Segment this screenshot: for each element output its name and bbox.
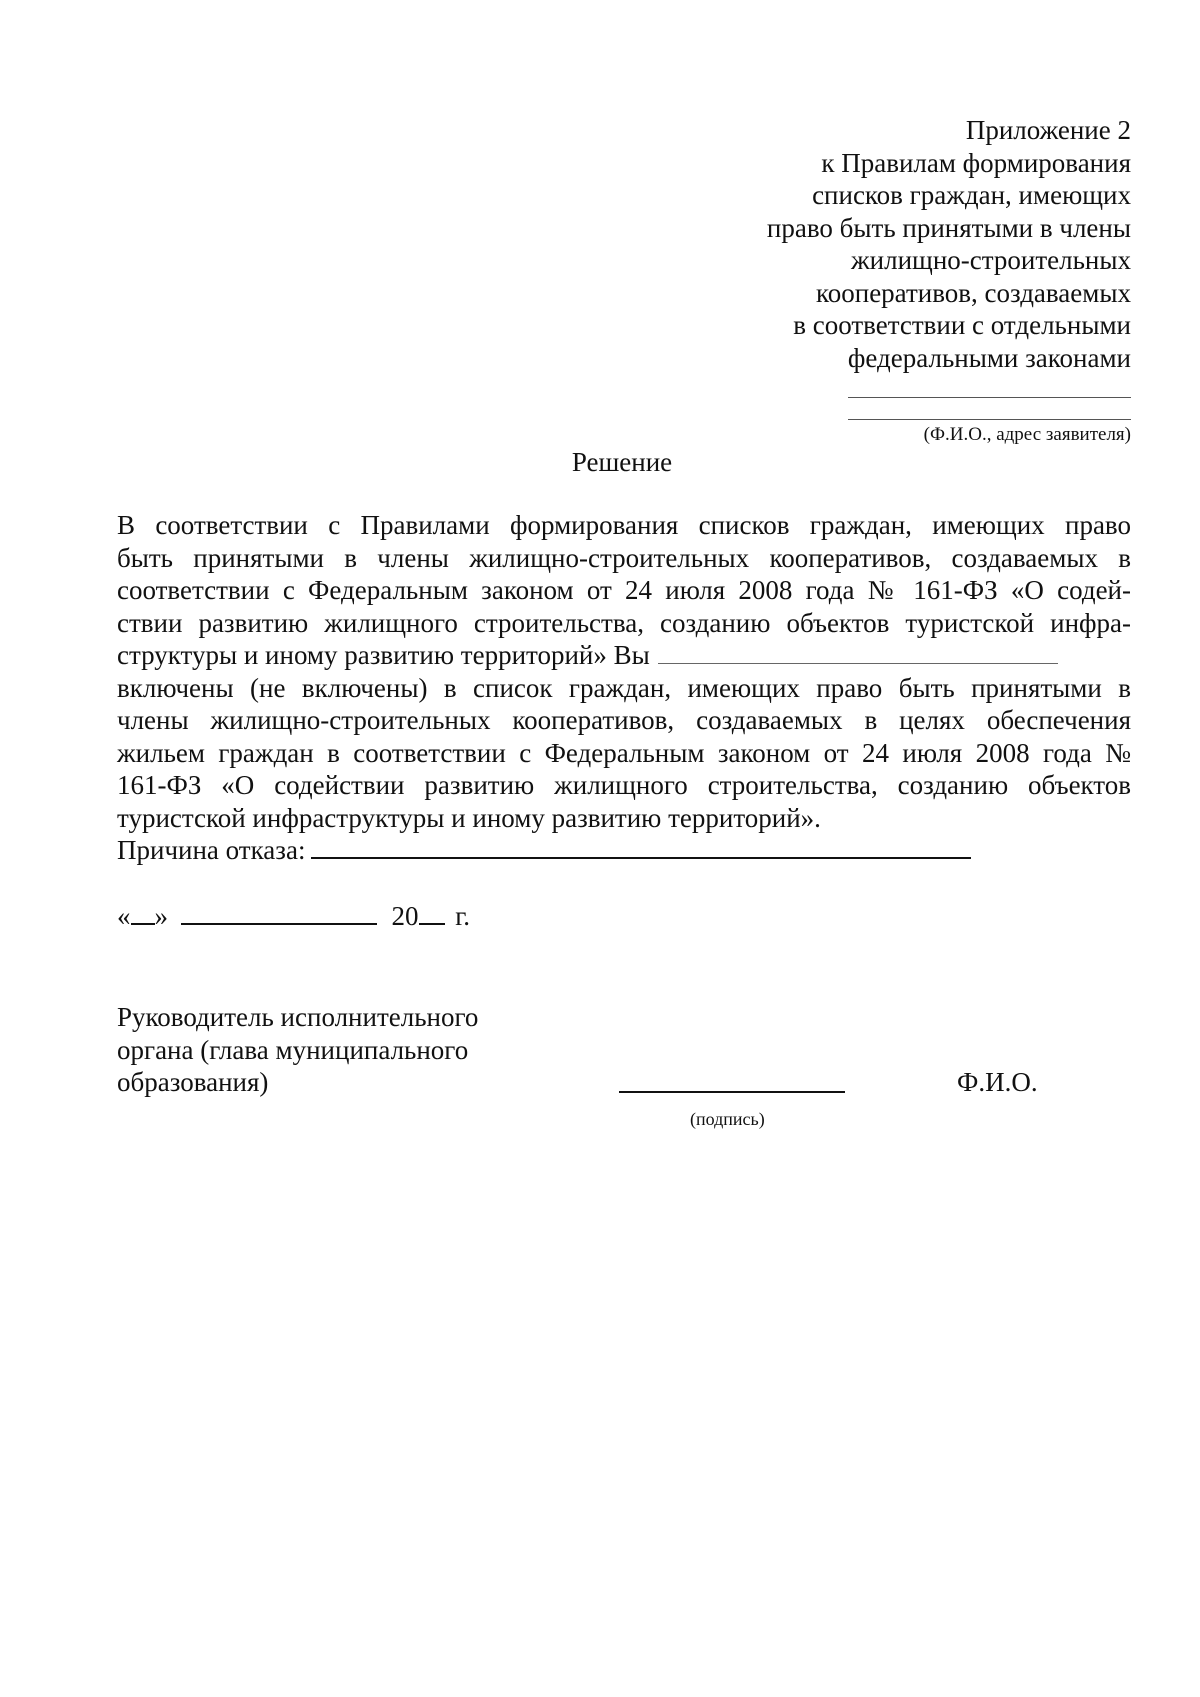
paragraph-line: включены (не включены) в список граждан, имеющих право быть принятыми в bbox=[117, 672, 1131, 703]
official-position-line: Руководитель исполнительного bbox=[117, 1002, 479, 1032]
paragraph-line: структуры и иному развитию территорий» Вы bbox=[117, 640, 650, 670]
appendix-header-line: федеральными законами bbox=[847, 342, 1131, 373]
paragraph-line: жильем граждан в соответствии с Федеральным законом от 24 июля 2008 года № bbox=[117, 737, 1131, 768]
official-position bbox=[117, 1001, 478, 1099]
paragraph-line-with-blank bbox=[117, 639, 1131, 672]
year-prefix: 20 bbox=[391, 901, 419, 931]
decision-paragraph bbox=[117, 509, 1131, 867]
official-position-line: органа (глава муниципального bbox=[117, 1034, 469, 1065]
official-position-line: образования) bbox=[117, 1067, 269, 1097]
official-fio: Ф.И.О. bbox=[957, 1067, 1038, 1097]
applicant-caption: (Ф.И.О., адрес заявителя) bbox=[923, 424, 1131, 445]
signature-caption: (подпись) bbox=[690, 1109, 765, 1129]
appendix-header-line: кооперативов, создаваемых bbox=[816, 277, 1131, 308]
paragraph-line: ствии развитию жилищного строительства, созданию объектов туристской инфра- bbox=[117, 607, 1131, 638]
refusal-reason-blank bbox=[311, 837, 971, 859]
appendix-header-line: право быть принятыми в члены bbox=[766, 212, 1131, 243]
appendix-header-line: к Правилам формирования bbox=[821, 147, 1131, 178]
applicant-blank-line bbox=[848, 419, 1131, 420]
document-title: Решение bbox=[571, 447, 673, 477]
paragraph-line: быть принятыми в члены жилищно-строительных кооперативов, создаваемых в bbox=[117, 542, 1131, 573]
date-line bbox=[117, 900, 470, 932]
refusal-reason-line bbox=[117, 834, 1131, 867]
day-blank bbox=[131, 901, 155, 925]
applicant-name-blank bbox=[658, 643, 1058, 664]
refusal-reason-label: Причина отказа: bbox=[117, 835, 306, 865]
applicant-blank-line bbox=[848, 397, 1131, 398]
date-open-quote: « bbox=[117, 901, 131, 931]
appendix-header-line: в соответствии с отдельными bbox=[793, 310, 1131, 340]
appendix-header-line: жилищно-строительных bbox=[851, 245, 1131, 275]
paragraph-line: 161-ФЗ «О содействии развитию жилищного строительства, созданию объектов bbox=[117, 770, 1131, 800]
paragraph-line: В соответствии с Правилами формирования списков граждан, имеющих право bbox=[117, 510, 1131, 540]
appendix-header bbox=[661, 114, 1131, 374]
signature-line bbox=[619, 1091, 845, 1093]
paragraph-line: туристской инфраструктуры и иному развитию территорий». bbox=[117, 802, 821, 833]
year-suffix: г. bbox=[455, 901, 471, 931]
paragraph-line: члены жилищно-строительных кооперативов, создаваемых в целях обеспечения bbox=[117, 705, 1131, 735]
appendix-header-line: списков граждан, имеющих bbox=[812, 180, 1131, 210]
year-blank bbox=[419, 901, 445, 925]
date-close-quote: » bbox=[154, 901, 168, 931]
paragraph-line: соответствии с Федеральным законом от 24 июля 2008 года № 161-ФЗ «О содей- bbox=[117, 575, 1131, 605]
month-blank bbox=[181, 901, 377, 925]
appendix-header-line: Приложение 2 bbox=[965, 115, 1131, 145]
